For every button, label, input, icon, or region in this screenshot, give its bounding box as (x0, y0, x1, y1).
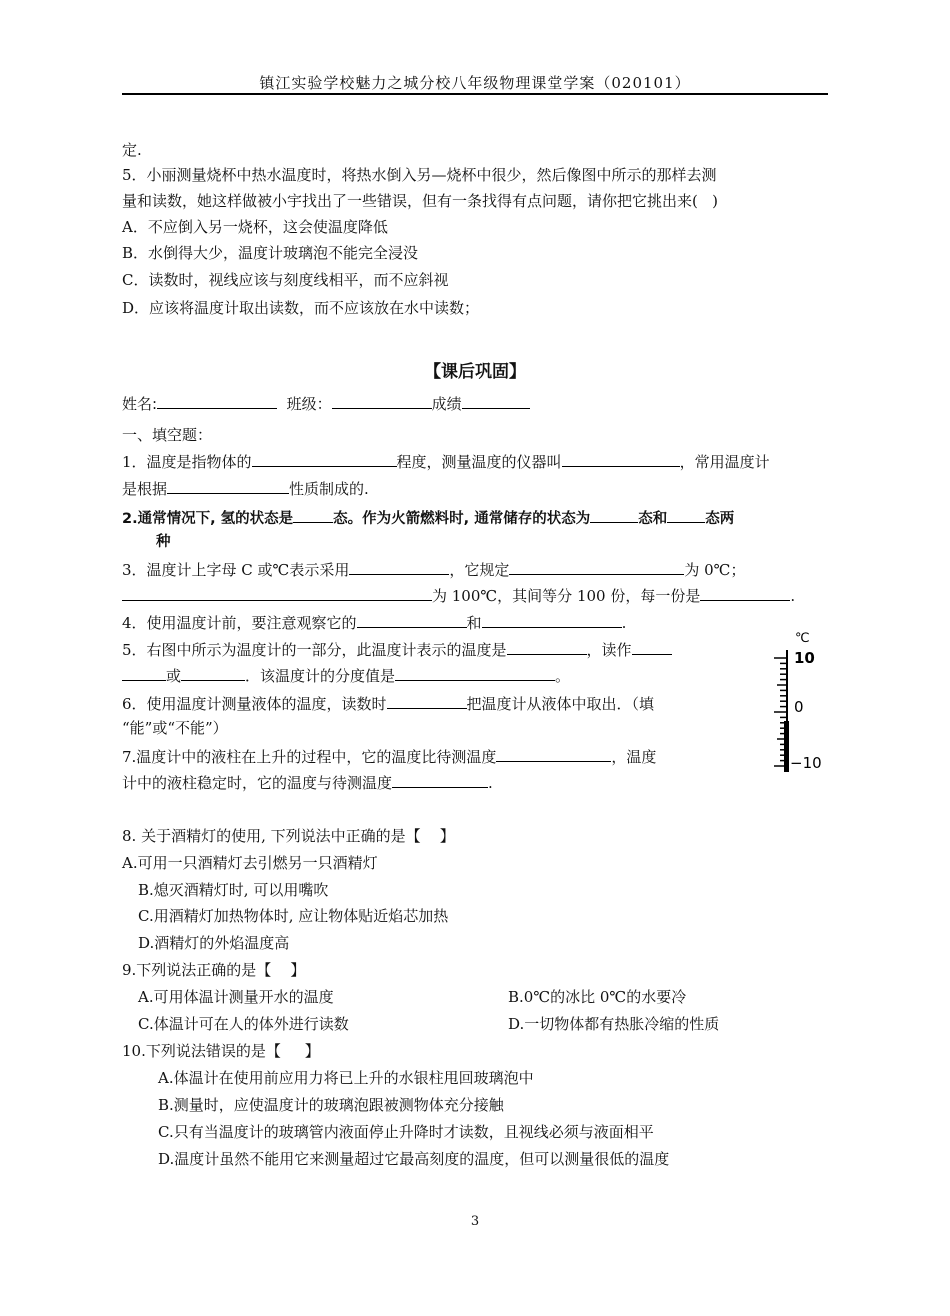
score-blank[interactable] (462, 392, 530, 409)
fill-q1-line2 (122, 477, 369, 499)
q6-text-b: 把温度计从液体中取出．（填 (466, 695, 655, 713)
mc-q10-option-a: A.体温计在使用前应用力将已上升的水银柱甩回玻璃泡中 (158, 1069, 534, 1087)
q4-text-a: 4．使用温度计前，要注意观察它的 (122, 614, 357, 632)
q3-blank-4[interactable] (700, 584, 790, 601)
fill-q2-line2: 种 (156, 534, 171, 550)
fill-q4 (122, 611, 626, 633)
mc-q10-option-c: C.只有当温度计的玻璃管内液面停止升降时才读数，且视线必须与液面相平 (158, 1123, 654, 1141)
prev-question-tail: 定. (122, 141, 142, 159)
fill-q7-line1 (122, 745, 656, 767)
student-info-row (122, 392, 530, 414)
fill-q1-line1 (122, 450, 770, 472)
q5-text-d: ．该温度计的分度值是 (245, 667, 396, 685)
q7-text-d: . (488, 774, 493, 792)
q1-text-e: 性质制成的. (289, 480, 369, 498)
q6-text-a: 6．使用温度计测量液体的温度，读数时 (122, 695, 387, 713)
q1-blank-2[interactable] (562, 450, 680, 467)
mc-q8: 8. 关于酒精灯的使用, 下列说法中正确的是【 】 (122, 827, 455, 845)
q5-blank-1[interactable] (507, 638, 587, 655)
mc-q8-option-a: A.可用一只酒精灯去引燃另一只酒精灯 (122, 854, 378, 872)
class-label: 班级： (286, 395, 332, 413)
mc-q8-option-c: C.用酒精灯加热物体时, 应让物体贴近焰芯加热 (138, 907, 449, 925)
q6-blank-1[interactable] (387, 692, 467, 709)
mc-q9: 9.下列说法正确的是【 】 (122, 961, 306, 979)
q4-text-b: 和 (466, 614, 482, 632)
fill-heading: 一、填空题： (122, 426, 213, 444)
fill-q5-line2 (122, 664, 570, 686)
score-label: 成绩 (431, 395, 462, 413)
thermometer-ticks (774, 658, 787, 766)
q4-text-c: . (621, 614, 627, 632)
q5-option-c: C．读数时，视线应该与刻度线相平，而不应斜视 (122, 271, 449, 289)
q7-blank-1[interactable] (496, 745, 611, 762)
q2-blank-2[interactable] (590, 506, 638, 523)
q2-text-b: 态。作为火箭燃料时, 通常储存的状态为 (333, 511, 591, 527)
header-divider (122, 93, 828, 95)
mc-q8-option-b: B.熄灭酒精灯时, 可以用嘴吹 (138, 881, 329, 899)
class-blank[interactable] (332, 392, 432, 409)
q1-text-b: 程度，测量温度的仪器叫 (396, 453, 562, 471)
thermometer-label-bottom: −10 (790, 754, 822, 772)
q3-blank-2[interactable] (509, 558, 684, 575)
q7-text-a: 7.温度计中的液柱在上升的过程中，它的温度比待测温度 (122, 748, 497, 766)
thermometer-unit: ℃ (795, 631, 810, 646)
q7-text-c: 计中的液柱稳定时，它的温度与待测温度 (122, 774, 393, 792)
q2-text-c: 态和 (638, 511, 668, 527)
fill-q2-line1 (122, 506, 734, 529)
q1-blank-3[interactable] (167, 477, 289, 494)
fill-q6-line2: “能”或“不能”） (122, 719, 228, 737)
q5-text-a: 5．右图中所示为温度计的一部分，此温度计表示的温度是 (122, 641, 507, 659)
q5-option-a: A．不应倒入另一烧杯，这会使温度降低 (122, 218, 388, 236)
q3-text-d: 为 100℃，其间等分 100 份，每一份是 (432, 587, 701, 605)
q5-text-c: 或 (166, 667, 182, 685)
thermometer-label-mid: 0 (794, 698, 804, 716)
q5-blank-4[interactable] (181, 664, 245, 681)
q1-blank-1[interactable] (252, 450, 397, 467)
q3-text-e: . (790, 587, 796, 605)
fill-q6-line1 (122, 692, 654, 714)
q3-text-a: 3．温度计上字母 C 或℃表示采用 (122, 561, 350, 579)
q5-blank-2[interactable] (632, 638, 672, 655)
page-header: 镇江实验学校魅力之城分校八年级物理课堂学案（020101） (259, 74, 691, 92)
name-label: 姓名: (122, 395, 158, 413)
q3-blank-3[interactable] (122, 584, 432, 601)
q2-blank-3[interactable] (667, 506, 705, 523)
q4-blank-2[interactable] (482, 611, 622, 628)
q7-text-b: ，温度 (611, 748, 657, 766)
fill-q3-line1 (122, 558, 745, 580)
mc-q9-option-c: C.体温计可在人的体外进行读数 (138, 1015, 349, 1033)
thermometer-label-top: 10 (794, 649, 815, 667)
q2-blank-1[interactable] (293, 506, 333, 523)
q1-text-d: 是根据 (122, 480, 168, 498)
page-number: 3 (470, 1214, 480, 1229)
thermometer-figure (760, 628, 840, 778)
q3-blank-1[interactable] (349, 558, 449, 575)
mc-q8-option-d: D.酒精灯的外焰温度高 (138, 934, 290, 952)
mc-q10-option-b: B.测量时，应使温度计的玻璃泡跟被测物体充分接触 (158, 1096, 504, 1114)
q5-text-e: 。 (555, 667, 571, 685)
mc-q10-option-d: D.温度计虽然不能用它来测量超过它最高刻度的温度，但可以测量很低的温度 (158, 1150, 670, 1168)
q2-text-d: 态两 (705, 511, 735, 527)
q4-blank-1[interactable] (357, 611, 467, 628)
q5-text-b: ，读作 (586, 641, 632, 659)
mc-q9-option-d: D.一切物体都有热胀冷缩的性质 (508, 1015, 720, 1033)
mc-q9-option-a: A.可用体温计测量开水的温度 (138, 988, 334, 1006)
mc-q10: 10.下列说法错误的是【 】 (122, 1042, 320, 1060)
q1-text-c: ，常用温度计 (679, 453, 770, 471)
q5-blank-5[interactable] (395, 664, 555, 681)
fill-q5-line1 (122, 638, 672, 660)
fill-q7-line2 (122, 771, 493, 793)
q5-option-b: B．水倒得大少，温度计玻璃泡不能完全浸没 (122, 244, 419, 262)
q3-text-c: 为 0℃； (684, 561, 746, 579)
fill-q3-line2 (122, 584, 795, 606)
q5-blank-3[interactable] (122, 664, 166, 681)
q1-text-a: 1．温度是指物体的 (122, 453, 252, 471)
q7-blank-2[interactable] (392, 771, 488, 788)
q5-stem-line1: 5．小丽测量烧杯中热水温度时，将热水倒入另—烧杯中很少，然后像图中所示的那样去测 (122, 166, 717, 184)
q5-stem-line2: 量和读数，她这样做被小宇找出了一些错误，但有一条找得有点问题，请你把它挑出来( ) (122, 192, 719, 210)
q2-text-a: 2.通常情况下, 氢的状态是 (122, 511, 294, 527)
mc-q9-option-b: B.0℃的冰比 0℃的水要冷 (508, 988, 687, 1006)
q3-text-b: ，它规定 (449, 561, 510, 579)
q5-option-d: D．应该将温度计取出读数，而不应该放在水中读数； (122, 299, 480, 317)
section-title: 【课后巩固】 (424, 362, 526, 382)
name-blank[interactable] (157, 392, 277, 409)
